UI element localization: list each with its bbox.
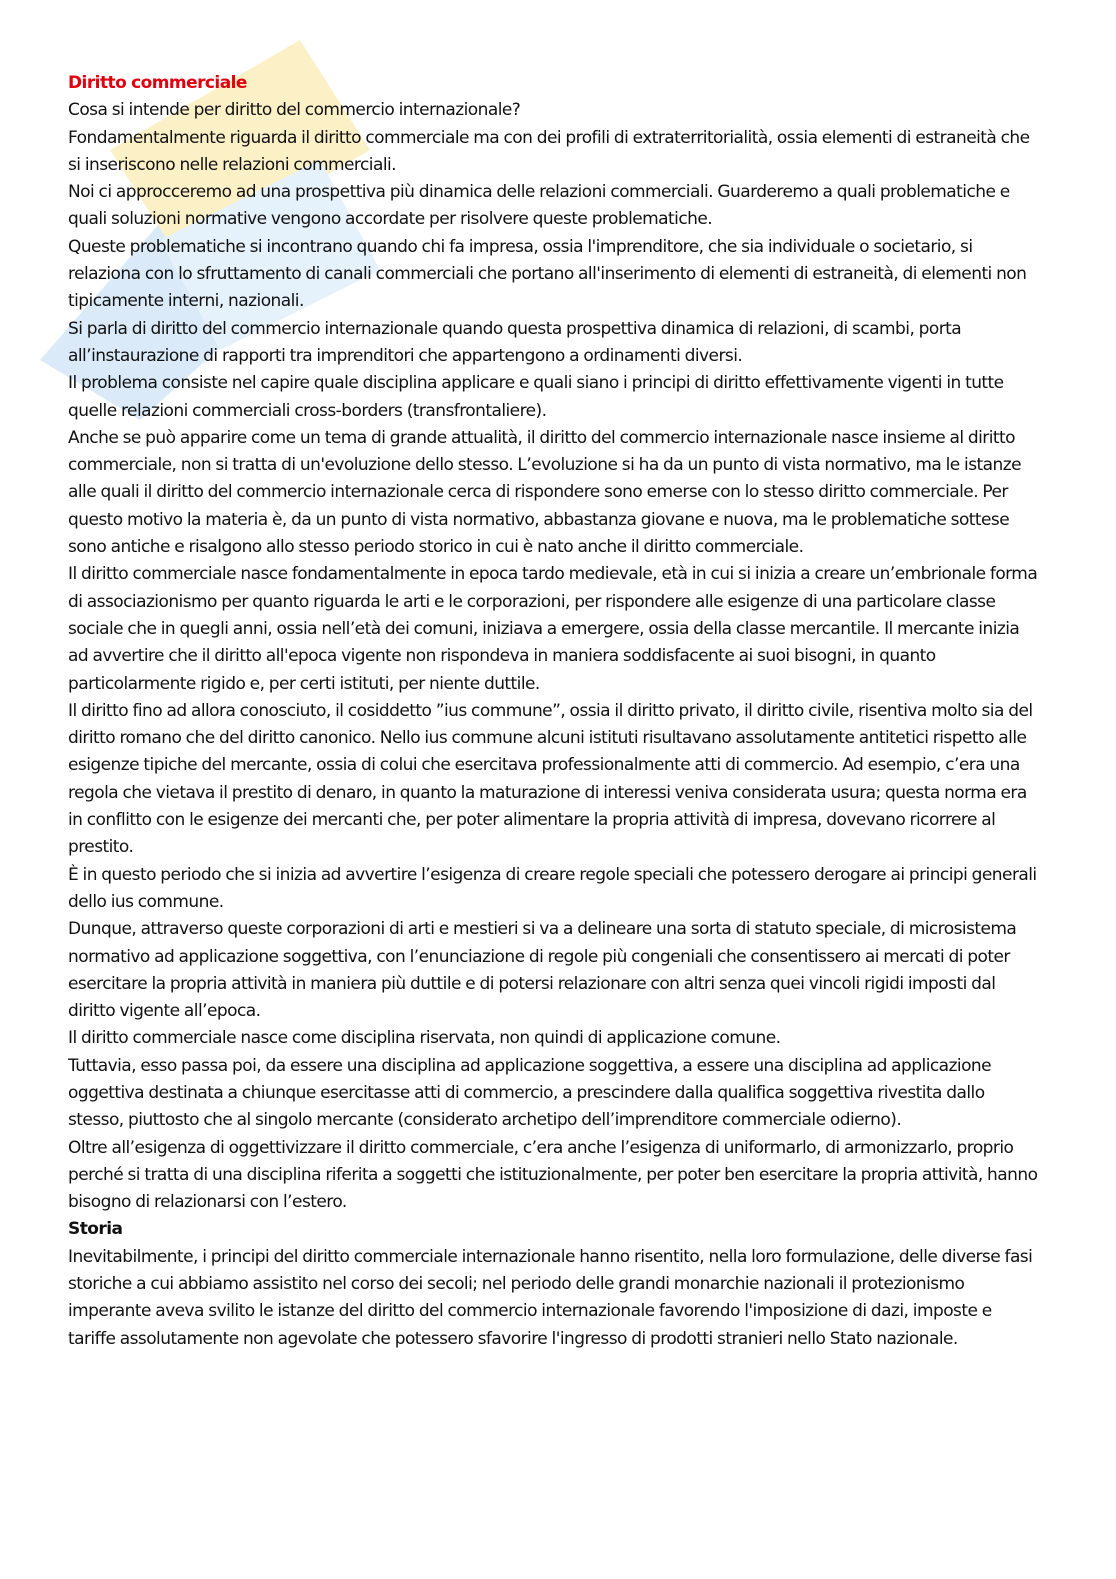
paragraph: È in questo periodo che si inizia ad avvertire l’esigenza di creare regole speciali che potessero derogare ai principi generali dello ius commune. [68, 864, 1037, 912]
paragraph: Oltre all’esigenza di oggettivizzare il diritto commerciale, c’era anche l’esigenza di uniformarlo, di armonizzarlo, proprio perché si tratta di una disciplina riferita a soggetti che istituzionalmente, per poter ben esercitare la propria attività, hanno bisogno di relazionarsi con l’estero. [68, 1137, 1038, 1213]
paragraph: Il problema consiste nel capire quale disciplina applicare e quali siano i principi di diritto effettivamente vigenti in tutte quelle relazioni commerciali cross-borders (transfrontaliere). [68, 373, 1004, 421]
paragraph: Queste problematiche si incontrano quando chi fa impresa, ossia l'imprenditore, che sia individuale o societario, si relaziona con lo sfruttamento di canali commerciali che portano all'inserimento di elementi di estraneità, di elementi non tipicamente interni, nazionali. [68, 236, 1027, 312]
paragraph: Dunque, attraverso queste corporazioni di arti e mestieri si va a delineare una sorta di statuto speciale, di microsistema normativo ad applicazione soggettiva, con l’enunciazione di regole più congeniali che consentissero ai mercati di poter esercitare la propria attività in maniera più duttile e di potersi relazionare con altri senza quei vincoli rigidi imposti dal diritto vigente all’epoca. [68, 919, 1017, 1022]
document-title: Diritto commerciale [68, 73, 247, 93]
paragraph: Il diritto commerciale nasce come disciplina riservata, non quindi di applicazione comune. [68, 1028, 781, 1049]
paragraph: Il diritto commerciale nasce fondamentalmente in epoca tardo medievale, età in cui si inizia a creare un’embrionale forma di associazionismo per quanto riguarda le arti e le corporazioni, per rispondere alle esigenze di una particolare classe sociale che in quegli anni, ossia nell’età dei comuni, iniziava a emergere, ossia della classe mercantile. Il mercante inizia ad avvertire che il diritto all'epoca vigente non rispondeva in maniera soddisfacente ai suoi bisogni, in quanto particolarmente rigido e, per certi istituti, per niente duttile. [68, 564, 1038, 694]
document-body [68, 70, 1043, 1353]
paragraph: Tuttavia, esso passa poi, da essere una disciplina ad applicazione soggettiva, a essere una disciplina ad applicazione oggettiva destinata a chiunque esercitasse atti di commercio, a prescindere dalla qualifica soggettiva rivestita dallo stesso, piuttosto che al singolo mercante (considerato archetipo dell’imprenditore commerciale odierno). [68, 1055, 992, 1131]
section-heading: Storia [68, 1219, 123, 1240]
paragraph: Inevitabilmente, i principi del diritto commerciale internazionale hanno risentito, nella loro formulazione, delle diverse fasi storiche a cui abbiamo assistito nel corso dei secoli; nel periodo delle grandi monarchie nazionali il protezionismo imperante aveva svilito le istanze del diritto del commercio internazionale favorendo l'imposizione di dazi, imposte e tariffe assolutamente non agevolate che potessero sfavorire l'ingresso di prodotti stranieri nello Stato nazionale. [68, 1246, 1033, 1349]
paragraph: Il diritto fino ad allora conosciuto, il cosiddetto ”ius commune”, ossia il diritto privato, il diritto civile, risentiva molto sia del diritto romano che del diritto canonico. Nello ius commune alcuni istituti risultavano assolutamente antitetici rispetto alle esigenze tipiche del mercante, ossia di colui che esercitava professionalmente atti di commercio. Ad esempio, c’era una regola che vietava il prestito di denaro, in quanto la maturazione di interessi veniva considerata usura; questa norma era in conflitto con le esigenze dei mercanti che, per poter alimentare la propria attività di impresa, dovevano ricorrere al prestito. [68, 700, 1033, 858]
paragraph: Noi ci approcceremo ad una prospettiva più dinamica delle relazioni commerciali. Guarderemo a quali problematiche e quali soluzioni normative vengono accordate per risolvere queste problematiche. [68, 182, 1010, 230]
paragraph: Fondamentalmente riguarda il diritto commerciale ma con dei profili di extraterritorialità, ossia elementi di estraneità che si inseriscono nelle relazioni commerciali. [68, 127, 1030, 175]
paragraph: Anche se può apparire come un tema di grande attualità, il diritto del commercio internazionale nasce insieme al diritto commerciale, non si tratta di un'evoluzione dello stesso. L’evoluzione si ha da un punto di vista normativo, ma le istanze alle quali il diritto del commercio internazionale cerca di rispondere sono emerse con lo stesso diritto commerciale. Per questo motivo la materia è, da un punto di vista normativo, abbastanza giovane e nuova, ma le problematiche sottese sono antiche e risalgono allo stesso periodo storico in cui è nato anche il diritto commerciale. [68, 427, 1021, 558]
paragraph: Si parla di diritto del commercio internazionale quando questa prospettiva dinamica di relazioni, di scambi, porta all’instaurazione di rapporti tra imprenditori che appartengono a ordinamenti diversi. [68, 318, 962, 366]
paragraph: Cosa si intende per diritto del commercio internazionale? [68, 100, 521, 121]
